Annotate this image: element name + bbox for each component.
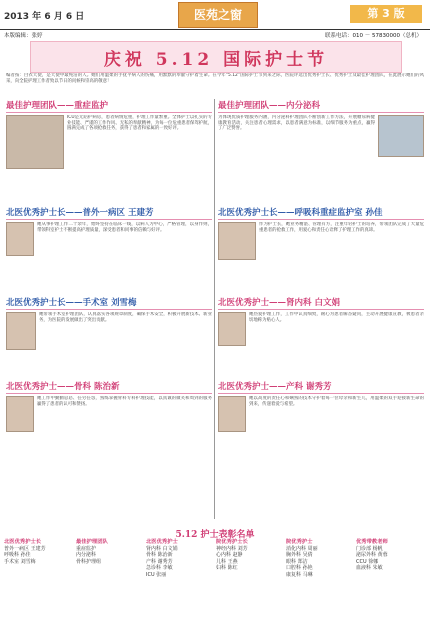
roster-item: 手术室 刘雪梅 — [4, 558, 36, 565]
section-head-nurse-2 — [218, 206, 424, 284]
section-text: 她以高度的责任心和娴熟的技术守护着每一位母亲和新生儿，用温柔的双手迎接新生命的到来，传递着爱与希望。 — [249, 396, 424, 407]
portrait-photo — [218, 312, 246, 346]
section-nurse-3 — [218, 380, 424, 466]
section-title: 北医优秀护士——肾内科 白文娟 — [218, 298, 340, 308]
section-text: 她工作中勤勤恳恳、任劳任怨，熟练掌握骨科专科护理技能，以真诚的微笑和周到的服务赢得了患者的认可和赞扬。 — [37, 396, 212, 407]
roster-item: 儿科 王燕 — [216, 558, 238, 565]
roster-column-head: 院优秀护士长 — [216, 539, 248, 545]
roster-item: 呼吸科 孙佳 — [4, 552, 31, 559]
photo-icu-team — [6, 115, 64, 169]
roster-item: 内分泌科 — [76, 552, 97, 559]
photo-endocrine-team — [378, 115, 424, 157]
section-title: 北医优秀护士——骨科 陈治新 — [6, 382, 120, 392]
title-banner — [30, 41, 402, 73]
masthead-logo: 医苑之窗 — [178, 2, 258, 28]
roster-item: 妇科 陈红 — [216, 565, 238, 572]
section-title: 最佳护理团队——重症监护 — [6, 101, 109, 111]
section-head-nurse-1 — [6, 206, 212, 284]
column-divider — [214, 99, 215, 519]
section-text: ICU是无陪护病房，患者病情危重，护理工作量繁重。全体护士以扎实的专业技能、严谨的工作作风、无私的奉献精神，为每一位危重患者保驾护航，圆满完成了各项抢救任务，获得了患者和家属的一致好评。 — [67, 115, 212, 132]
section-text: 她带领手术室护理团队，认真落实各项规章制度，确保手术安全，积极开展新技术、新业务，为医院的发展做出了突出贡献。 — [39, 312, 212, 323]
section-text: 为体现优质护理服务内涵，内分泌科护理团队不断创新工作方法，开展糖尿病健康教育活动，关注患者心理需求，以患者满意为标准，以细节服务为重点，赢得了广泛赞誉。 — [218, 115, 375, 132]
roster-item: 肾内科 白文娟 — [146, 545, 178, 552]
roster-column — [76, 539, 142, 565]
roster-item: 血液科 朱敏 — [356, 565, 383, 572]
section-title: 北医优秀护士——产科 谢秀芳 — [218, 382, 332, 392]
section-text: 她从事护理工作二十余年，始终坚持在临床一线，以病人为中心，严格管理，以身作则，带领科室护士不断提高护理质量，深受患者和同事的信赖与好评。 — [37, 222, 212, 233]
portrait-photo — [6, 312, 36, 350]
section-head-nurse-3 — [6, 296, 212, 366]
section-title: 北医优秀护士长——呼吸科重症监护室 孙佳 — [218, 208, 383, 218]
roster-item: 骨科 陈治新 — [146, 552, 173, 559]
roster-item: 口腔科 孙艳 — [286, 565, 313, 572]
section-title: 北医优秀护士长——普外一病区 王建芳 — [6, 208, 154, 218]
roster-item: 泌尿外科 黄蓉 — [356, 552, 388, 559]
section-nurse-1 — [218, 296, 424, 366]
portrait-photo — [6, 222, 34, 256]
roster-item: 胸外科 吴倩 — [286, 552, 313, 559]
roster-item: 急诊科 李敏 — [146, 565, 173, 572]
section-title: 北医优秀护士长——手术室 刘雪梅 — [6, 298, 137, 308]
roster-column — [356, 539, 424, 572]
portrait-photo — [218, 222, 256, 260]
roster-column-head: 最佳护理团队 — [76, 539, 108, 545]
portrait-photo — [218, 396, 246, 432]
roster-item: 消化内科 周丽 — [286, 545, 318, 552]
page-header — [0, 0, 430, 40]
roster-item: 重症监护 — [76, 545, 97, 552]
roster-title: 5.12 护士表彰名单 — [175, 530, 255, 540]
roster-column — [146, 539, 212, 579]
roster-item: 康复科 马琳 — [286, 571, 313, 578]
editor-note: 编者按：白衣天使，是天使中最纯洁的人。她们用温柔的手抚平病人的伤痛，用默默的奉献守护着生命。在今年“5.12”国际护士节到来之际，医院评选出优秀护士长、优秀护士及最佳护理团队，在此展示她们的风采，向全院护理工作者致以节日的问候和崇高的敬意！ — [6, 73, 424, 84]
roster-column — [216, 539, 282, 572]
roster-item: 骨科护理组 — [76, 558, 102, 565]
roster-column-head: 院优秀护士 — [286, 539, 313, 545]
roster-item: 神经内科 刘芳 — [216, 545, 248, 552]
section-text: 她热爱护理工作，工作中认真细致，耐心为患者解答疑问，主动开展健康宣教，被患者亲切地称为贴心人。 — [249, 312, 424, 323]
section-nurse-2 — [6, 380, 212, 466]
roster-column-head: 北医优秀护士长 — [4, 539, 42, 545]
roster-item: 门诊部 杨帆 — [356, 545, 383, 552]
editor-line — [0, 29, 430, 39]
page-number-badge: 第 3 版 — [350, 5, 422, 23]
roster-item: CCU 徐娜 — [356, 558, 379, 565]
issue-date: 2013 年 6 月 6 日 — [4, 12, 85, 22]
award-roster — [4, 539, 426, 615]
roster-item: 眼科 郑洁 — [286, 558, 308, 565]
editor-name: 本版编辑：张婷 — [4, 33, 43, 39]
roster-column — [286, 539, 352, 579]
section-icu-team — [6, 99, 212, 211]
roster-column-head: 北医优秀护士 — [146, 539, 178, 545]
section-endocrine-team — [218, 99, 424, 211]
portrait-photo — [6, 396, 34, 432]
section-text: 作为护士长，她业务精湛、管理有方，注重年轻护士的培养，带领团队完成了大量危重患者的抢救工作，用爱心和责任心诠释了护理工作的真谛。 — [259, 222, 424, 233]
section-title: 最佳护理团队——内分泌科 — [218, 101, 321, 111]
roster-column-head: 优秀带教老师 — [356, 539, 388, 545]
contact-phone: 联系电话：010 － 57830000（总机） — [325, 33, 422, 39]
roster-item: 产科 谢秀芳 — [146, 558, 173, 565]
banner-title: 庆祝 5.12 国际护士节 — [103, 50, 329, 70]
roster-column — [4, 539, 72, 565]
roster-item: 普外一病区 王建芳 — [4, 545, 46, 552]
roster-item: 心内科 赵静 — [216, 552, 243, 559]
roster-item: ICU 张丽 — [146, 571, 167, 578]
